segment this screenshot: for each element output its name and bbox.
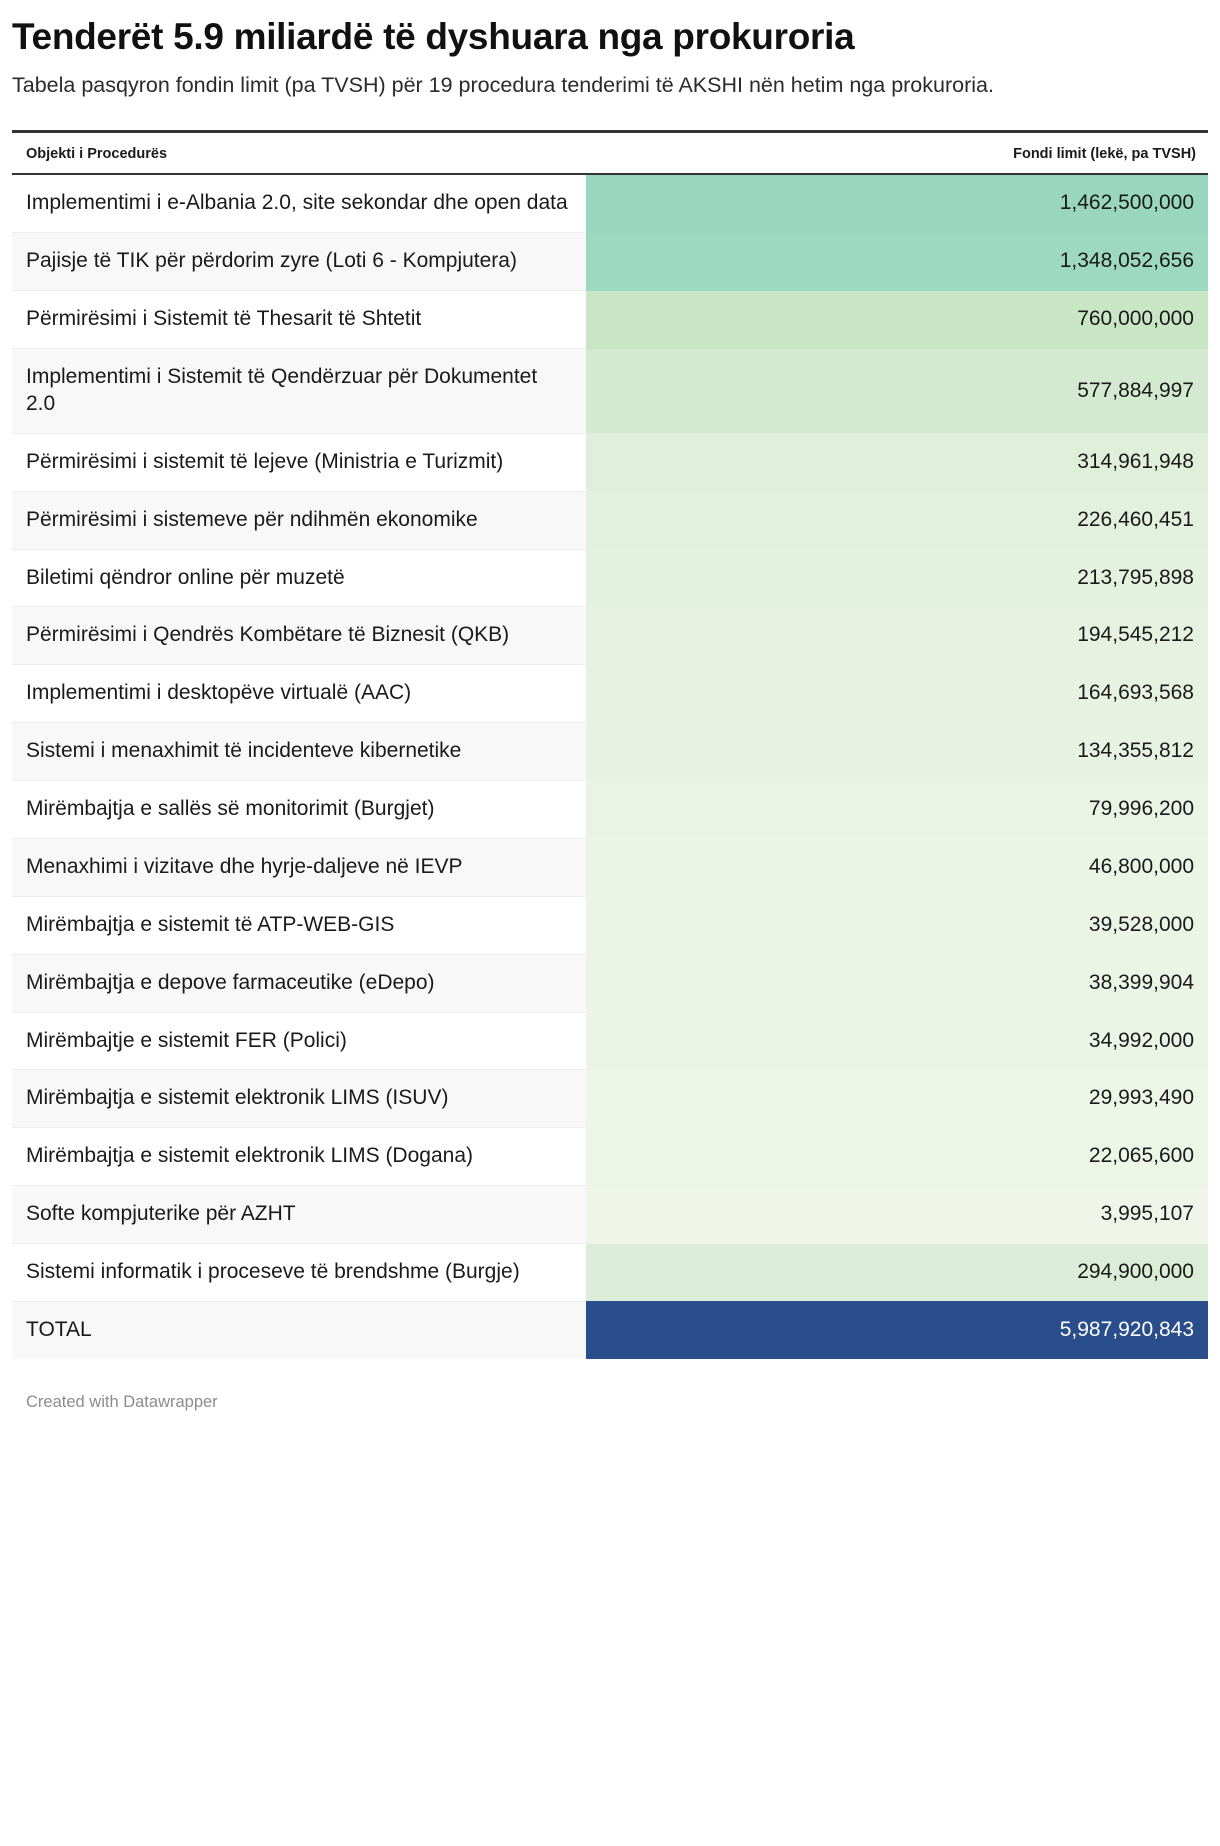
table-row bbox=[12, 838, 1208, 896]
cell-fondi-limit: 760,000,000 bbox=[586, 291, 1208, 349]
table-row bbox=[12, 549, 1208, 607]
cell-fondi-limit: 213,795,898 bbox=[586, 549, 1208, 607]
cell-fondi-limit: 38,399,904 bbox=[586, 954, 1208, 1012]
table-row bbox=[12, 233, 1208, 291]
cell-fondi-limit: 39,528,000 bbox=[586, 896, 1208, 954]
table-row bbox=[12, 1186, 1208, 1244]
cell-objekti: Mirëmbajtja e sistemit elektronik LIMS (ISUV) bbox=[12, 1070, 586, 1128]
cell-fondi-limit: 22,065,600 bbox=[586, 1128, 1208, 1186]
table-row bbox=[12, 349, 1208, 434]
cell-fondi-limit: 34,992,000 bbox=[586, 1012, 1208, 1070]
cell-objekti: Pajisje të TIK për përdorim zyre (Loti 6 - Kompjutera) bbox=[12, 233, 586, 291]
cell-objekti: Sistemi i menaxhimit të incidenteve kibernetike bbox=[12, 723, 586, 781]
cell-fondi-limit: 134,355,812 bbox=[586, 723, 1208, 781]
column-header-objekti[interactable]: Objekti i Procedurës bbox=[12, 132, 586, 175]
tender-table bbox=[12, 130, 1208, 1358]
cell-fondi-limit: 29,993,490 bbox=[586, 1070, 1208, 1128]
table-row bbox=[12, 607, 1208, 665]
cell-objekti: Mirëmbajtje e sistemit FER (Polici) bbox=[12, 1012, 586, 1070]
table-row bbox=[12, 491, 1208, 549]
table-row bbox=[12, 954, 1208, 1012]
table-row bbox=[12, 291, 1208, 349]
cell-objekti: Përmirësimi i Qendrës Kombëtare të Biznesit (QKB) bbox=[12, 607, 586, 665]
cell-objekti: Implementimi i e-Albania 2.0, site sekondar dhe open data bbox=[12, 174, 586, 232]
table-row bbox=[12, 1012, 1208, 1070]
cell-objekti: Përmirësimi i sistemeve për ndihmën ekonomike bbox=[12, 491, 586, 549]
page-title: Tenderët 5.9 miliardë të dyshuara nga prokuroria bbox=[12, 16, 855, 57]
cell-objekti: Menaxhimi i vizitave dhe hyrje-daljeve në IEVP bbox=[12, 838, 586, 896]
table-row bbox=[12, 433, 1208, 491]
cell-objekti: Mirëmbajtja e sallës së monitorimit (Burgjet) bbox=[12, 781, 586, 839]
footer-credit: Created with Datawrapper bbox=[26, 1392, 218, 1411]
cell-objekti: Përmirësimi i sistemit të lejeve (Ministria e Turizmit) bbox=[12, 433, 586, 491]
table-head bbox=[12, 132, 1208, 175]
table-container bbox=[12, 130, 1208, 1358]
cell-total-label: TOTAL bbox=[12, 1301, 586, 1358]
cell-objekti: Mirëmbajtja e depove farmaceutike (eDepo) bbox=[12, 954, 586, 1012]
cell-fondi-limit: 1,462,500,000 bbox=[586, 174, 1208, 232]
cell-objekti: Sistemi informatik i proceseve të brendshme (Burgje) bbox=[12, 1244, 586, 1302]
table-row bbox=[12, 174, 1208, 232]
cell-objekti: Mirëmbajtja e sistemit të ATP-WEB-GIS bbox=[12, 896, 586, 954]
column-header-fondi-limit[interactable]: Fondi limit (lekë, pa TVSH) bbox=[586, 132, 1208, 175]
cell-fondi-limit: 314,961,948 bbox=[586, 433, 1208, 491]
cell-fondi-limit: 1,348,052,656 bbox=[586, 233, 1208, 291]
cell-fondi-limit: 46,800,000 bbox=[586, 838, 1208, 896]
cell-fondi-limit: 294,900,000 bbox=[586, 1244, 1208, 1302]
cell-objekti: Biletimi qëndror online për muzetë bbox=[12, 549, 586, 607]
cell-fondi-limit: 226,460,451 bbox=[586, 491, 1208, 549]
cell-total-value: 5,987,920,843 bbox=[586, 1301, 1208, 1358]
cell-fondi-limit: 194,545,212 bbox=[586, 607, 1208, 665]
cell-objekti: Implementimi i desktopëve virtualë (AAC) bbox=[12, 665, 586, 723]
cell-fondi-limit: 577,884,997 bbox=[586, 349, 1208, 434]
table-row bbox=[12, 665, 1208, 723]
page-subtitle: Tabela pasqyron fondin limit (pa TVSH) për 19 procedura tenderimi të AKSHI nën hetim nga prokuroria. bbox=[12, 73, 994, 98]
table-row bbox=[12, 1244, 1208, 1302]
table-row bbox=[12, 723, 1208, 781]
table-row bbox=[12, 1070, 1208, 1128]
table-body bbox=[12, 174, 1208, 1358]
cell-fondi-limit: 164,693,568 bbox=[586, 665, 1208, 723]
cell-objekti: Mirëmbajtja e sistemit elektronik LIMS (Dogana) bbox=[12, 1128, 586, 1186]
table-row bbox=[12, 1128, 1208, 1186]
cell-objekti: Softe kompjuterike për AZHT bbox=[12, 1186, 586, 1244]
table-header-row bbox=[12, 132, 1208, 175]
cell-objekti: Implementimi i Sistemit të Qendërzuar për Dokumentet 2.0 bbox=[12, 349, 586, 434]
cell-fondi-limit: 3,995,107 bbox=[586, 1186, 1208, 1244]
table-row-total bbox=[12, 1301, 1208, 1358]
table-row bbox=[12, 896, 1208, 954]
cell-fondi-limit: 79,996,200 bbox=[586, 781, 1208, 839]
table-row bbox=[12, 781, 1208, 839]
cell-objekti: Përmirësimi i Sistemit të Thesarit të Shtetit bbox=[12, 291, 586, 349]
